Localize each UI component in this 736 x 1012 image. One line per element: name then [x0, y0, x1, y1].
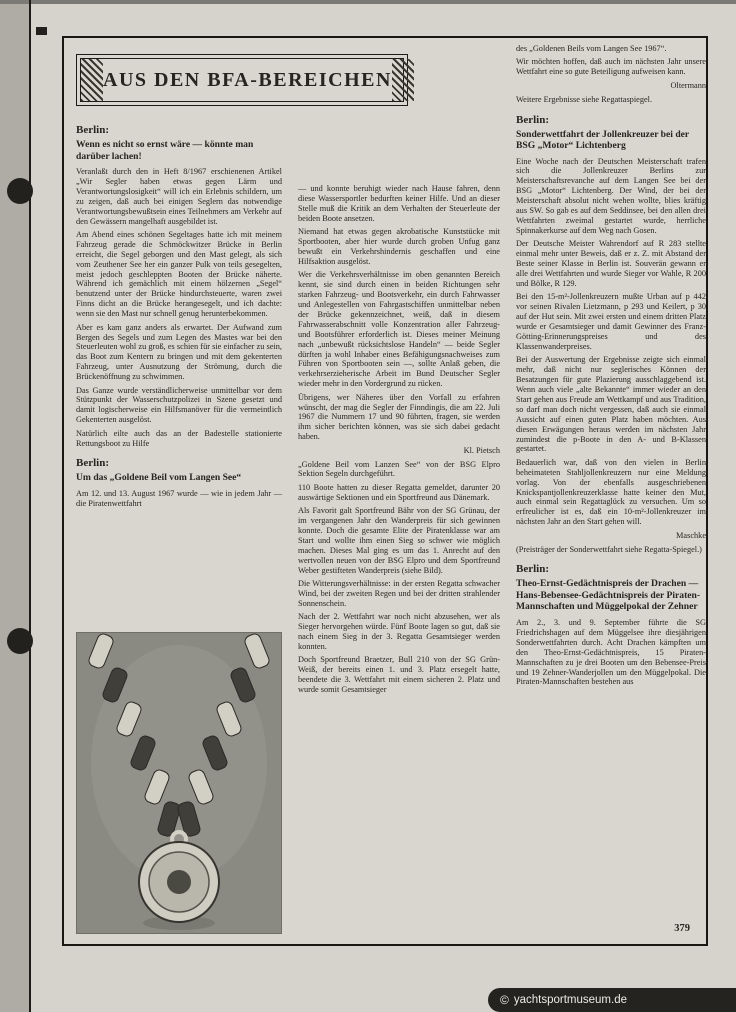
- column-right: [516, 44, 706, 936]
- paragraph: Am 2., 3. und 9. September führte die SG Friedrichshagen auf dem Müggelsee ihre diesjährigen Sonderwettfahrten durch. Acht Drachen kämpften um den Theo-Ernst-Gedächtnispreis, 15 Piraten-Mannschaften zu je drei Booten um den Bebensee-Preis und 19 Zehner-Wanderjollen um den Müggelpokal. Die Piraten-Mannschaften bestehen aus: [516, 617, 706, 687]
- article-title: Um das „Goldene Beil vom Langen See“: [76, 472, 242, 484]
- page-frame: [62, 36, 708, 946]
- location-heading: Berlin:: [516, 113, 549, 126]
- masthead-box: [76, 54, 408, 106]
- paragraph: „Goldene Beil vom Lanzen See“ von der BSG Elpro Sektion Segeln durchgeführt.: [298, 459, 500, 479]
- paragraph: Bedauerlich war, daß von den vielen in Berlin beheimateten Stahljollenkreuzern nur eine Meldung vorlag. Von der ebenfalls ausgeschriebenen Knickspantjollenkreuzerklasse hatte keiner den Mut, auch einmal sein Regattaglück zu versuchen. Um so erfreulicher ist es, daß ein 10-m²-Jollenkreuzer im nächsten Jahr an den Start gehen will.: [516, 457, 706, 527]
- paragraph: Am 12. und 13. August 1967 wurde — wie in jedem Jahr — die Piratenwettfahrt: [76, 488, 282, 508]
- location-heading: Berlin:: [76, 124, 109, 136]
- paragraph: Bei den 15-m²-Jollenkreuzern mußte Urban auf p 442 vor seinen Rivalen Lietzmann, p 293 und Keilert, p 30 auf der Hut sein. Mit zwei ersten und einem dritten Platz wurde er Gesamtsieger und damit Gewinner des Franz-Götting-Erinnerungspreises und des Klassenwanderpreises.: [516, 292, 706, 351]
- article-title: Wenn es nicht so ernst wäre — könnte man darüber lachen!: [76, 139, 254, 162]
- paragraph: Wir möchten hoffen, daß auch im nächsten Jahr unsere Wettfahrt eine so gute Beteiligung aufweisen kann.: [516, 57, 706, 77]
- watermark-text: yachtsportmuseum.de: [513, 994, 627, 1006]
- paragraph: Wer die Verkehrsverhältnisse im oben genannten Bereich kennt, sie sind durch einen in beiden Richtungen sehr starken Fahrzeug- und Bootsverkehr, ein durch Fahrwasser und Anlegestellen von Fahrgastschiffen unmittelbar neben der Brücke gekennzeichnet, weiß, daß in diesem Fahrwasserabschnitt volle Konzentration aller Fahrzeug- und Bootsführer erforderlich ist. Dieses meiner Meinung nach „unbewußt rücksichtslose Handeln“ — beide Segler dürften ja wohl Inhaber eines Befähigungsnachweises zum Führen von Sportbooten sein —, sollte Anlaß geben, die verkehrserzieherische Arbeit im Bund Deutscher Segler wieder mehr in den Vordergrund zu rücken.: [298, 270, 500, 389]
- prize-chain-photo: [76, 632, 282, 934]
- column-left: [76, 122, 282, 630]
- article-title: Theo-Ernst-Gedächtnispreis der Drachen — Hans-Bebensee-Gedächtnispreis der Piraten-Mannschaften und Müggelpokal der Zehner: [516, 578, 701, 613]
- prize-chain-illustration: [77, 633, 281, 933]
- paragraph: Veranlaßt durch den in Heft 8/1967 erschienenen Artikel „Wir Segler haben etwas gegen Lärm und Verantwortungslosigkeit“ will ich ein Erlebnis schildern, um zu zeigen, daß auch bei einigen Seglern das notwendige Verantwortungsbewußtsein eines Teilnehmers am Verkehr auf den Gewässern mangelhaft ausgebildet ist.: [76, 167, 282, 226]
- paragraph: — und konnte beruhigt wieder nach Hause fahren, denn diese Wassersportler bedurften keiner Hilfe. Und an dieser Stelle muß die Kritik an dem Verhalten der Steuerleute der beiden Boote ansetzen.: [298, 184, 500, 223]
- copyright-icon: ©: [500, 993, 509, 1007]
- punch-hole-top: [7, 178, 33, 204]
- hatch-decoration-left: [81, 59, 103, 101]
- corner-mark: [36, 27, 47, 35]
- masthead-title: AUS DEN BFA-BEREICHEN: [103, 68, 392, 91]
- paragraph: Doch Sportfreund Braetzer, Bull 210 von der SG Grün-Weiß, der bereits einen 1. und 3. Platz ersegelt hatte, beendete die 3. Wettfahrt mit einem sicheren 2. Platz und wurde somit Gesamtsieger: [298, 655, 500, 695]
- watermark-bar: [488, 988, 736, 1012]
- hatch-decoration-right: [392, 59, 414, 101]
- paragraph: Nach der 2. Wettfahrt war noch nicht abzusehen, wer als Sieger hervorgehen würde. Fünf Boote lagen so gut, daß sie nach einem Sieg in der 3. Regatta Gesamtsieger werden konnten.: [298, 612, 500, 651]
- page-number: 379: [674, 923, 690, 934]
- paragraph: Bei der Auswertung der Ergebnisse zeigte sich einmal mehr, daß nicht nur seglerisches Können der Besatzungen für gute Plazierung ausschlaggebend ist. Wenn auch viele „alte Bekannte“ immer wieder an den Start gehen aus Freude am Wettkampf und aus Tradition, so darf man doch nicht vergessen, daß auch sie einmal Aussicht auf einen guten Platz haben möchten. Aus diesen Erwägungen heraus werden im nächsten Jahr zumindest die p-Boote in den A- und B-Klassen gestartet.: [516, 355, 706, 454]
- paragraph: des „Goldenen Beils vom Langen See 1967“.: [516, 44, 667, 53]
- page-edge-line: [29, 0, 31, 1012]
- paragraph: Natürlich eilte auch das an der Badestelle stationierte Rettungsboot zu Hilfe: [76, 428, 282, 448]
- paragraph: Als Favorit galt Sportfreund Bähr von der SG Grünau, der im vergangenen Jahr den Wanderpreis für sich gewinnen konnte. Doch die gesamte Elite der Piratenklasse war am Start und wollte ihm einen Sieg so schwer wie möglich machen. Dieses Mal ging es um das 1. Anrecht auf den wertvollen neuen von der BSG Elpro und dem Sportfreund Weber gestifteten Wanderpreis (siehe Bild).: [298, 506, 500, 575]
- author-signature: Maschke: [676, 530, 706, 540]
- paragraph: Am Abend eines schönen Segeltages hatte ich mit meinem Fahrzeug gerade die Schmöckwitzer Brücke in Berlin erreicht, die Segel geborgen und den Mast gelegt, als sich vom Zeuthener See her ein ganzer Pulk von teils gesegelten, meist jedoch geschleppten Booten der Brücke näherte. Während ich gemächlich mit einem hölzernen „Segel“ benutzend unter der Brücke hindurchsteuerte, waren zwei Finns dicht an die Brücke herangesegelt, und ich dachte: wenn sie den Mast nur schnell genug herunterbekommen.: [76, 229, 282, 319]
- punch-hole-bottom: [7, 628, 33, 654]
- paragraph: Eine Woche nach der Deutschen Meisterschaft trafen sich die Jollenkreuzer Berlins zur Meisterschaftsrevanche auf dem Langen See bei der BSG „Motor“ Lichtenberg. Der Wind, der bei der Meisterschaft absolut nicht wehen wollte, blies kräftig aus SW. So gab es auf dem Seddinsee, bei den allen drei Wettfahrten zweimal gestartet wurde, herrliche Spinnakerkurse auf dem Weg nach Gosen.: [516, 156, 706, 235]
- article-title: Sonderwettfahrt der Jollenkreuzer bei der BSG „Motor“ Lichtenberg: [516, 128, 690, 152]
- column-middle: [298, 184, 500, 936]
- location-heading: Berlin:: [76, 457, 109, 470]
- paragraph: Der Deutsche Meister Wahrendorf auf R 283 stellte einmal mehr unter Beweis, daß er z. Z. mit Abstand der Beste seiner Klasse in Berlin ist. Souverän gewann er alle drei Wettfahrten und wurde Sieger vor Wahle, R 200 und Bölke, R 129.: [516, 239, 706, 288]
- paragraph: Das Ganze wurde verständlicherweise unmittelbar vor dem Stützpunkt der Wasserschutzpolizei in Szene gesetzt und damit logischerweise ein Hilfsmanöver für die vermeintlich Gekenterten ausgelöst.: [76, 385, 282, 425]
- paragraph: Die Witterungsverhältnisse: in der ersten Regatta schwacher Wind, bei der zweiten Regen und bei der dritten strahlender Sonnenschein.: [298, 579, 500, 608]
- masthead-inner-border: [80, 58, 404, 102]
- paragraph: Übrigens, wer Näheres über den Vorfall zu erfahren wünscht, der mag die Segler der Finndingis, die am 22. Juli 1967 die Nummern 17 und 90 führten, fragen, sie werden ihm sicher berichten können, was sie sich dabei gedacht haben.: [298, 392, 500, 442]
- paragraph: Niemand hat etwas gegen akrobatische Kunststücke mit Sportbooten, aber hier wurde durch groben Unfug ganz bewußt ein Verkehrshindernis geschaffen und eine Hilfsaktion ausgelöst.: [298, 227, 500, 266]
- scan-top-edge: [0, 0, 736, 4]
- author-signature: Oltermann: [670, 80, 706, 90]
- results-note: Weitere Ergebnisse siehe Regattaspiegel.: [516, 94, 653, 104]
- author-signature: Kl. Pietsch: [463, 445, 500, 455]
- paragraph: 110 Boote hatten zu dieser Regatta gemeldet, darunter 20 auswärtige Sektionen und ein Sportfreund aus Dänemark.: [298, 482, 500, 502]
- prize-note: (Preisträger der Sonderwettfahrt siehe Regatta-Spiegel.): [516, 544, 702, 554]
- location-heading: Berlin:: [516, 563, 549, 576]
- paragraph: Aber es kam ganz anders als erwartet. Der Aufwand zum Bergen des Segels und zum Legen des Mastes war bei den Steuerleuten wohl zu groß, es schien für sie einfacher zu sein, das Boot zum Kentern zu bringen und mit dem gekenterten Fahrzeug, unter Ausnutzung der Strömung, durch die Brückenöffnung zu schwimmen.: [76, 322, 282, 382]
